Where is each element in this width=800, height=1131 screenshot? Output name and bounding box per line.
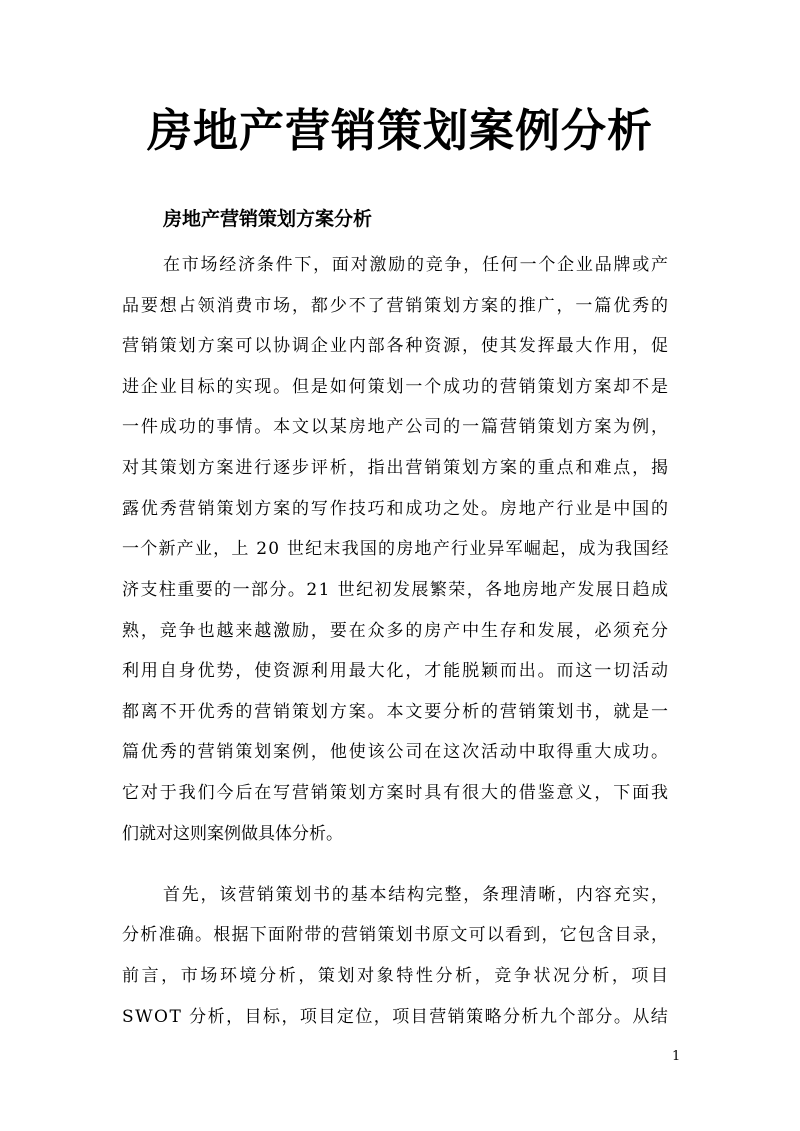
body-line: 营销策划方案可以协调企业内部各种资源，使其发挥最大作用，促 bbox=[122, 336, 670, 356]
body-line: 品要想占领消费市场，都少不了营销策划方案的推广，一篇优秀的 bbox=[122, 296, 670, 316]
body-line: 一件成功的事情。本文以某房地产公司的一篇营销策划方案为例， bbox=[122, 417, 670, 437]
body-line: 分析准确。根据下面附带的营销策划书原文可以看到，它包含目录， bbox=[122, 925, 670, 945]
document-title: 房地产营销策划案例分析 bbox=[146, 104, 653, 157]
body-line: 对其策划方案进行逐步评析，指出营销策划方案的重点和难点，揭 bbox=[122, 458, 670, 478]
body-line: SWOT 分析，目标，项目定位，项目营销策略分析九个部分。从结 bbox=[122, 1007, 670, 1027]
body-line: 它对于我们今后在写营销策划方案时具有很大的借鉴意义，下面我 bbox=[122, 783, 670, 803]
page-number: 1 bbox=[672, 1049, 681, 1064]
body-line: 进企业目标的实现。但是如何策划一个成功的营销策划方案却不是 bbox=[122, 377, 670, 397]
body-line: 露优秀营销策划方案的写作技巧和成功之处。房地产行业是中国的 bbox=[122, 499, 670, 519]
body-line: 首先，该营销策划书的基本结构完整，条理清晰，内容充实， bbox=[163, 885, 670, 905]
body-line: 熟，竞争也越来越激励，要在众多的房产中生存和发展，必须充分 bbox=[122, 621, 670, 641]
body-line: 利用自身优势，使资源利用最大化，才能脱颖而出。而这一切活动 bbox=[122, 661, 670, 681]
body-line: 在市场经济条件下，面对激励的竞争，任何一个企业品牌或产 bbox=[163, 255, 670, 275]
body-line: 都离不开优秀的营销策划方案。本文要分析的营销策划书，就是一 bbox=[122, 702, 670, 722]
body-line: 济支柱重要的一部分。21 世纪初发展繁荣，各地房地产发展日趋成 bbox=[122, 580, 670, 600]
body-line: 一个新产业，上 20 世纪末我国的房地产行业异军崛起，成为我国经 bbox=[122, 539, 670, 559]
body-line: 前言，市场环境分析，策划对象特性分析，竞争状况分析，项目 bbox=[122, 966, 671, 986]
section-heading: 房地产营销策划方案分析 bbox=[163, 208, 373, 230]
body-line: 篇优秀的营销策划案例，他使该公司在这次活动中取得重大成功。 bbox=[122, 742, 670, 762]
body-line: 们就对这则案例做具体分析。 bbox=[122, 824, 343, 844]
